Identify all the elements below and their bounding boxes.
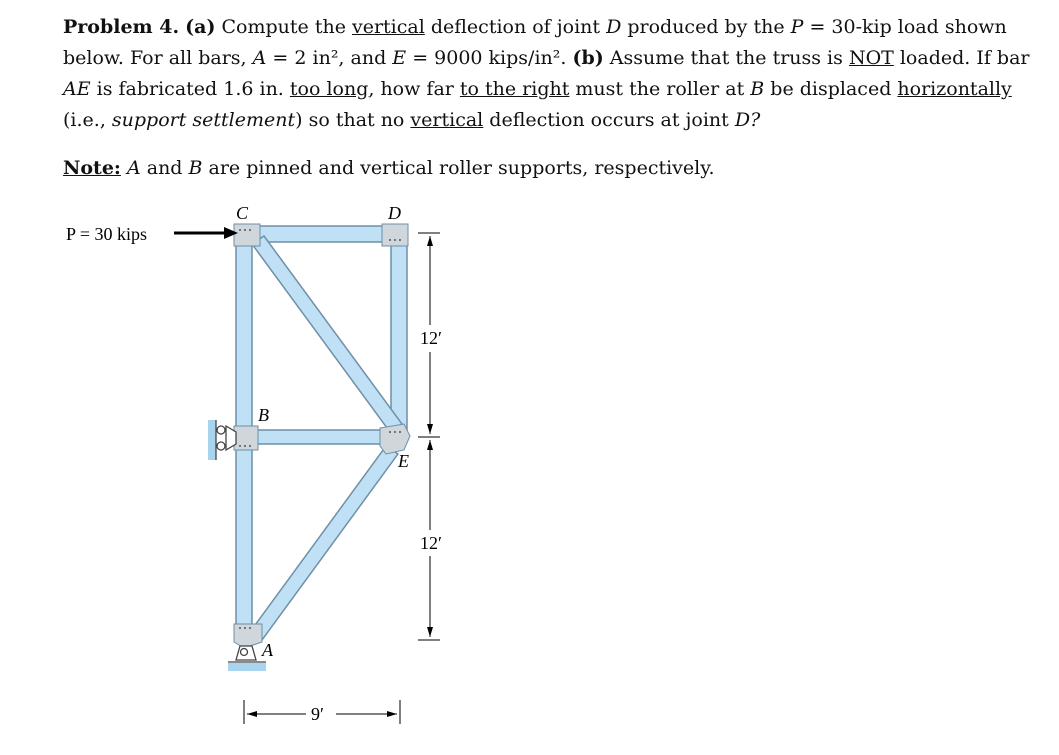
dimension-width-label: 9′ — [311, 704, 324, 724]
text: produced by the — [621, 16, 791, 38]
text: (i.e., — [63, 109, 112, 131]
var-A: A — [252, 47, 267, 69]
member-CE — [252, 236, 402, 432]
text: = 9000 kips/in². — [406, 47, 573, 69]
text: = 30-kip load shown below. For all bars, — [63, 16, 1007, 69]
text: , how far — [368, 78, 460, 100]
plate-C — [234, 224, 260, 246]
text: must the roller at — [569, 78, 751, 100]
text-vertical-2: vertical — [410, 109, 484, 131]
plate-A — [234, 624, 262, 648]
text: is fabricated 1.6 in. — [90, 78, 290, 100]
joint-label-E: E — [398, 451, 409, 471]
text: ) so that no — [295, 109, 411, 131]
text-horizontally: horizontally — [897, 78, 1012, 100]
text: be displaced — [764, 78, 898, 100]
text-support-settlement: support settlement — [111, 109, 296, 131]
text: and — [140, 157, 189, 179]
note-label: Note: — [63, 157, 121, 179]
text-vertical: vertical — [351, 16, 425, 38]
dimension-lower-label: 12′ — [420, 533, 442, 553]
text-to-the-right: to the right — [459, 78, 570, 100]
member-DE — [391, 232, 407, 440]
var-B: B — [188, 157, 203, 179]
var-E: E — [392, 47, 407, 69]
member-EA — [250, 446, 398, 640]
pin-support-A — [228, 646, 266, 671]
problem-heading: Problem 4. — [63, 16, 180, 38]
var-A: A — [126, 157, 141, 179]
text-not: NOT — [848, 47, 894, 69]
joint-label-A: A — [262, 640, 273, 660]
var-D-2: D? — [734, 109, 761, 131]
var-AE: AE — [63, 78, 91, 100]
var-P: P — [790, 16, 804, 38]
joint-label-D: D — [388, 203, 401, 223]
roller-support-B — [208, 420, 236, 460]
text-too-long: too long — [289, 78, 369, 100]
joint-label-B: B — [258, 405, 269, 425]
text: deflection of joint — [424, 16, 607, 38]
text: = 2 in², and — [266, 47, 393, 69]
plate-E — [380, 424, 410, 454]
member-BE — [252, 430, 396, 444]
dimension-upper-label: 12′ — [420, 328, 442, 348]
joint-label-C: C — [236, 203, 249, 223]
text: deflection occurs at joint — [483, 109, 735, 131]
var-B: B — [750, 78, 765, 100]
text: loaded. If bar — [893, 47, 1030, 69]
dimension-lines — [244, 233, 440, 724]
part-a-label: (a) — [185, 16, 216, 38]
plate-D — [382, 224, 408, 246]
text: Assume that the truss is — [603, 47, 849, 69]
plate-B — [234, 426, 258, 450]
text: Compute the — [215, 16, 352, 38]
load-label: P = 30 kips — [66, 224, 147, 244]
load-arrow — [174, 227, 238, 239]
text: are pinned and vertical roller supports, respectively. — [202, 157, 715, 179]
part-b-label: (b) — [572, 47, 604, 69]
rivets — [239, 229, 401, 629]
var-D: D — [606, 16, 622, 38]
